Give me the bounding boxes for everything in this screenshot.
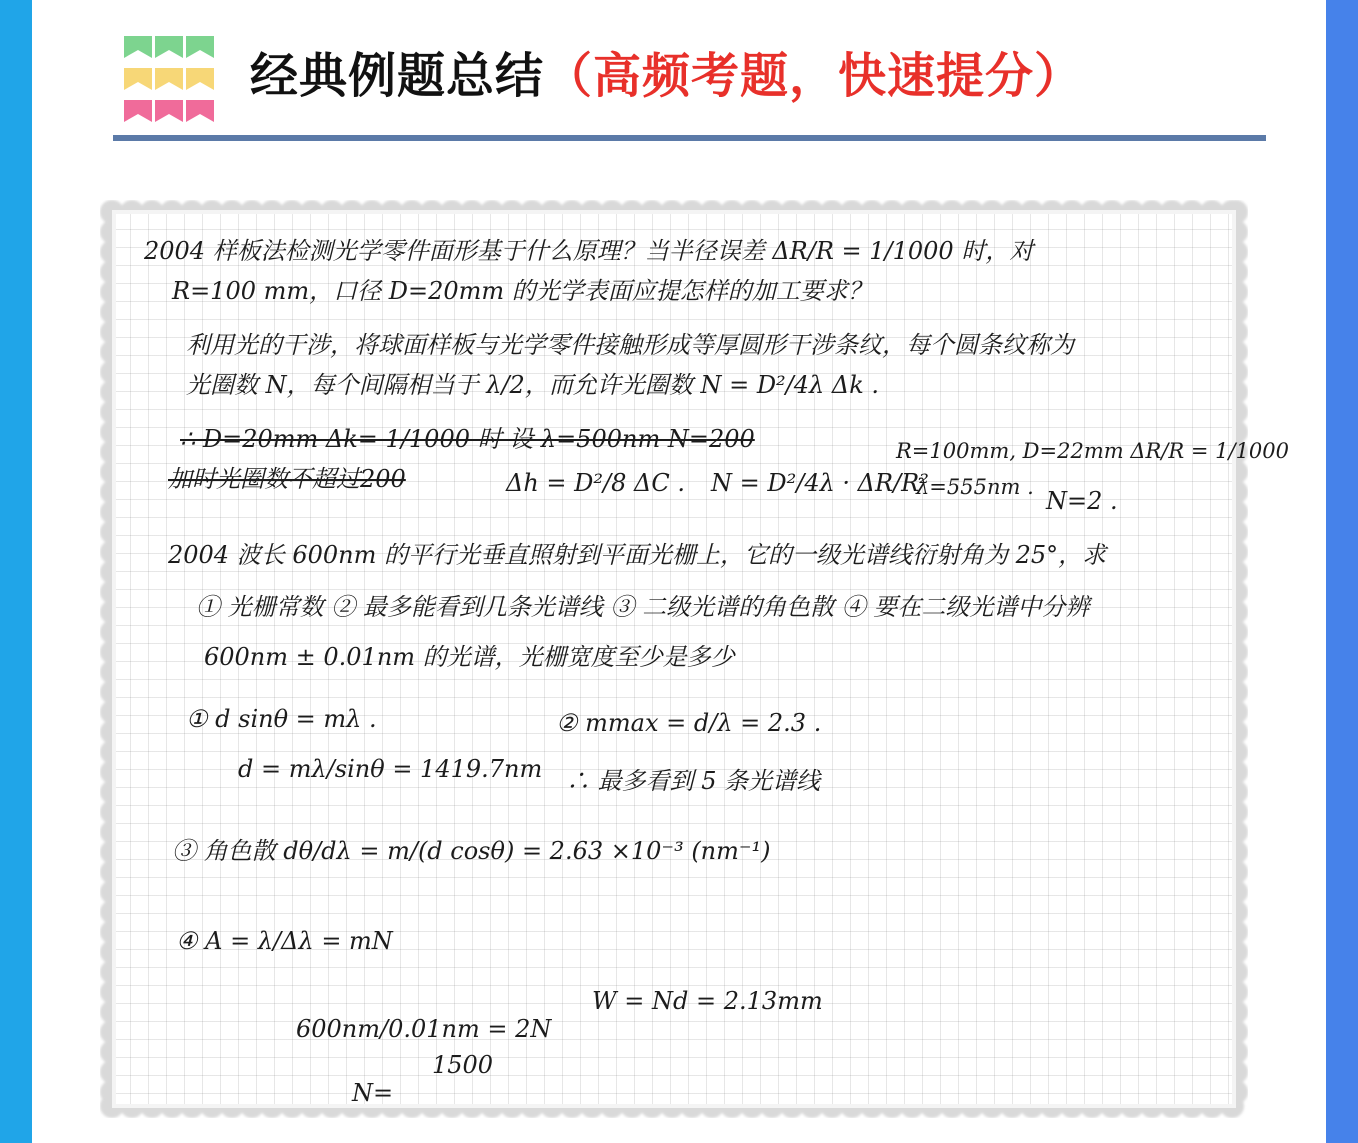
problem2-answer4-fraction: 600nm/0.01nm = 2N xyxy=(296,1015,552,1043)
problem2-question-line2: ① 光栅常数 ② 最多能看到几条光谱线 ③ 二级光谱的角色散 ④ 要在二级光谱中分辨 xyxy=(196,593,1090,621)
right-accent-bar xyxy=(1326,0,1358,1143)
problem2-answer2-line2: ∴ 最多看到 5 条光谱线 xyxy=(566,767,821,795)
page-title xyxy=(250,40,1083,112)
handwritten-note-card xyxy=(100,200,1290,1118)
problem1-struck-line1: ∴ D=20mm Δk= 1/1000 时 设 λ=500nm N=200 xyxy=(180,425,755,453)
problem1-result: N=2 . xyxy=(1046,487,1118,515)
problem2-answer4-n-value: 1500 xyxy=(432,1051,494,1079)
problem2-answer4: ④ A = λ/Δλ = mN xyxy=(176,927,393,955)
bunting-flags-icon xyxy=(122,34,216,126)
title-subtitle: （高频考题，快速提分） xyxy=(544,48,1084,104)
problem2-question-line1: 2004 波长 600nm 的平行光垂直照射到平面光栅上，它的一级光谱线衍射角为 25°，求 xyxy=(168,541,1107,569)
left-accent-bar xyxy=(0,0,32,1143)
problem2-question-line3: 600nm ± 0.01nm 的光谱，光栅宽度至少是多少 xyxy=(204,643,735,671)
problem1-question-line1: 2004 样板法检测光学零件面形基于什么原理？当半径误差 ΔR/R = 1/1000 时，对 xyxy=(144,237,1034,265)
problem1-formula-dh: Δh = D²/8 ΔC . xyxy=(506,469,685,497)
problem2-answer2-line1: ② mmax = d/λ = 2.3 . xyxy=(556,709,822,737)
problem2-answer1-line1: ① d sinθ = mλ . xyxy=(186,705,377,733)
title-main: 经典例题总结 xyxy=(250,48,545,104)
problem1-struck-line2: 加时光圈数不超过200 xyxy=(168,465,406,493)
problem2-answer1-line2: d = mλ/sinθ = 1419.7nm xyxy=(238,755,543,783)
header-divider xyxy=(113,135,1266,141)
problem1-given-line2: λ=555nm . xyxy=(916,475,1034,499)
problem2-answer4-n-label: N= xyxy=(352,1079,394,1107)
problem1-answer-line1: 利用光的干涉，将球面样板与光学零件接触形成等厚圆形干涉条纹，每个圆条纹称为 xyxy=(186,331,1074,359)
grid-paper xyxy=(116,214,1290,1107)
problem1-formula-n: N = D²/4λ · ΔR/R² xyxy=(711,469,929,497)
problem1-answer-line2: 光圈数 N，每个间隔相当于 λ/2，而允许光圈数 N = D²/4λ Δk . xyxy=(186,371,880,399)
problem2-answer3: ③ 角色散 dθ/dλ = m/(d cosθ) = 2.63 ×10⁻³ (nm⁻¹) xyxy=(172,837,771,865)
problem1-given-line1: R=100mm, D=22mm ΔR/R = 1/1000 xyxy=(896,439,1290,463)
problem1-question-line2: R=100 mm，口径 D=20mm 的光学表面应提怎样的加工要求？ xyxy=(172,277,872,305)
problem2-answer4-width: W = Nd = 2.13mm xyxy=(592,987,823,1015)
